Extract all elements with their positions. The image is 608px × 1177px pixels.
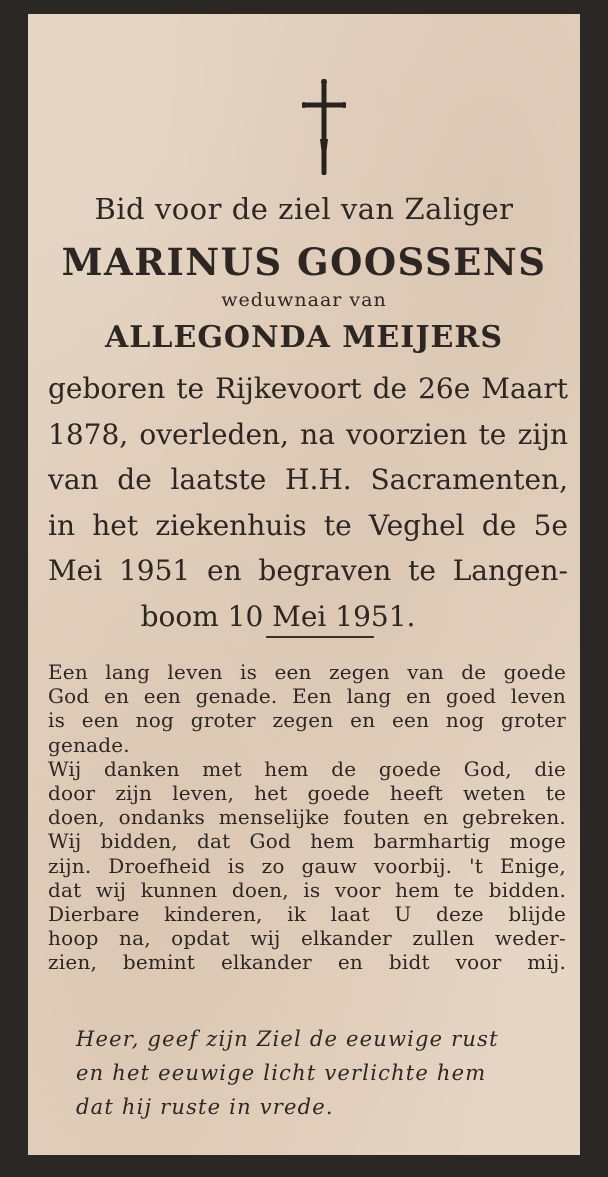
text-line: dat wij kunnen doen, is voor hem te bidden.: [48, 877, 566, 902]
memorial-card: [10, 8, 598, 1169]
divider: [266, 636, 374, 638]
text-line: zijn. Droefheid is zo gauw voorbij. 't Enige,: [48, 853, 566, 878]
prayer-line: Heer, geef zijn Ziel de eeuwige rust: [76, 1027, 499, 1051]
text-line: hoop na, opdat wij elkander zullen weder-: [48, 926, 566, 951]
biography-line: boom 10 Mei 1951.: [140, 599, 416, 633]
spouse-name: ALLEGONDA MEIJERS: [104, 320, 503, 355]
heading: Bid voor de ziel van Zaliger: [94, 192, 514, 226]
biography-line: Mei 1951 en begraven te Langen-: [48, 554, 568, 587]
cross-icon: [302, 79, 346, 175]
prayer-line: dat hij ruste in vrede.: [76, 1095, 334, 1119]
biography-line: in het ziekenhuis te Veghel de 5e: [48, 508, 568, 542]
text-line: Wij danken met hem de goede God, die: [48, 756, 566, 781]
status-line: weduwnaar van: [221, 289, 387, 311]
text-line: is een nog groter zegen en een nog groter: [48, 708, 566, 733]
text-line: genade.: [48, 732, 130, 757]
prayer-line: en het eeuwige licht verlichte hem: [76, 1061, 487, 1085]
text-line: zien, bemint elkander en bidt voor mij.: [48, 950, 566, 975]
memorial-text: [48, 660, 566, 975]
text-line: Wij bidden, dat God hem barmhartig moge: [48, 829, 566, 854]
biography-line: van de laatste H.H. Sacramenten,: [48, 463, 568, 496]
closing-prayer: [76, 1022, 499, 1124]
biography-line: 1878, overleden, na voorzien te zijn: [48, 417, 568, 451]
deceased-name: MARINUS GOOSSENS: [61, 240, 547, 284]
text-line: doen, ondanks menselijke fouten en gebreken.: [48, 805, 566, 830]
text-line: Dierbare kinderen, ik laat U deze blijde: [48, 902, 566, 927]
text-line: Een lang leven is een zegen van de goede: [48, 660, 566, 684]
biography: [48, 366, 568, 639]
biography-line: geboren te Rijkevoort de 26e Maart: [48, 372, 568, 405]
text-line: door zijn leven, het goede heeft weten te: [48, 781, 566, 806]
text-line: God en een genade. Een lang en goed leven: [48, 684, 566, 709]
